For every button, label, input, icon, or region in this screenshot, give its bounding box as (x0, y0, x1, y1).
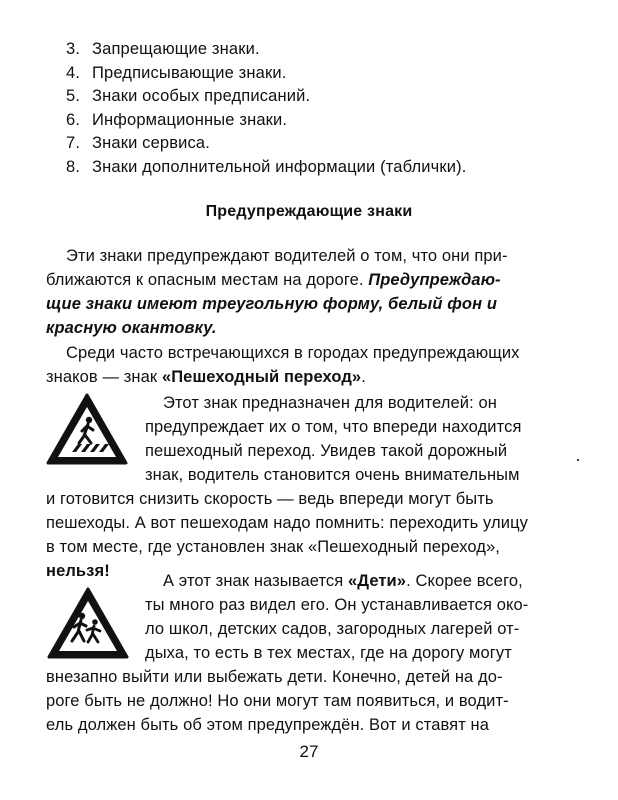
list-item: 6. Информационные знаки. (66, 110, 288, 129)
paragraph-line: пешеходы. А вот пешеходам надо помнить: переходить улицу (46, 514, 528, 532)
pedestrian-crossing-warning-sign-icon (45, 392, 129, 467)
paragraph-line: ель должен быть об этом предупреждён. Вот и ставят на (46, 716, 490, 734)
sign-name-bold: «Пешеходный переход» (161, 368, 362, 386)
list-item: 3. Запрещающие знаки. (66, 40, 260, 58)
sign-category-list (66, 38, 467, 179)
children-warning-sign-icon (46, 586, 130, 661)
paragraph-line: и готовится снизить скорость — ведь впереди могут быть (46, 490, 494, 508)
emphasis-line: щие знаки имеют треугольную форму, белый фон и (46, 295, 498, 313)
paragraph-line: Среди часто встречающихся в городах предупреждающих (66, 344, 520, 362)
emphasis-text: Предупреждаю- (368, 271, 501, 289)
paragraph-line: ло школ, детских садов, загородных лагерей от- (145, 620, 520, 638)
list-item: 5. Знаки особых предписаний. (66, 87, 311, 105)
emphasis-line: красную окантовку. (46, 319, 217, 337)
paragraph-line: Этот знак предназначен для водителей: он (163, 394, 497, 412)
paragraph-line: в том месте, где установлен знак «Пешеходный переход», (46, 538, 500, 556)
paragraph-line: ты много раз видел его. Он устанавливается око- (145, 596, 529, 614)
paragraph-line: Эти знаки предупреждают водителей о том, что они при- (66, 247, 508, 265)
list-item: 7. Знаки сервиса. (66, 134, 210, 152)
paragraph-line: ближаются к опасным местам на дороге. Предупреждаю- (46, 271, 501, 289)
paragraph-line: роге быть не должно! Но они могут там появиться, и водит- (46, 692, 509, 710)
paragraph-line: знаков — знак «Пешеходный переход». (46, 368, 366, 386)
sign-name-bold: «Дети» (347, 572, 407, 590)
paragraph-line: дыха, то есть в тех местах, где на дорогу могут (145, 644, 512, 662)
emphasis-line: нельзя! (46, 562, 110, 580)
paragraph-line: предупреждает их о том, что впереди находится (145, 418, 522, 436)
print-speck (577, 459, 579, 461)
page-number: 27 (299, 742, 319, 761)
list-item: 8. Знаки дополнительной информации (таблички). (66, 157, 467, 176)
paragraph-line: пешеходный переход. Увидев такой дорожный (145, 442, 508, 460)
paragraph-line: знак, водитель становится очень внимательным (145, 466, 520, 484)
list-item: 4. Предписывающие знаки. (66, 63, 287, 82)
section-heading: Предупреждающие знаки (205, 203, 413, 220)
paragraph-line: А этот знак называется «Дети». Скорее всего, (163, 572, 523, 590)
paragraph-line: внезапно выйти или выбежать дети. Конечно, детей на до- (46, 668, 503, 686)
